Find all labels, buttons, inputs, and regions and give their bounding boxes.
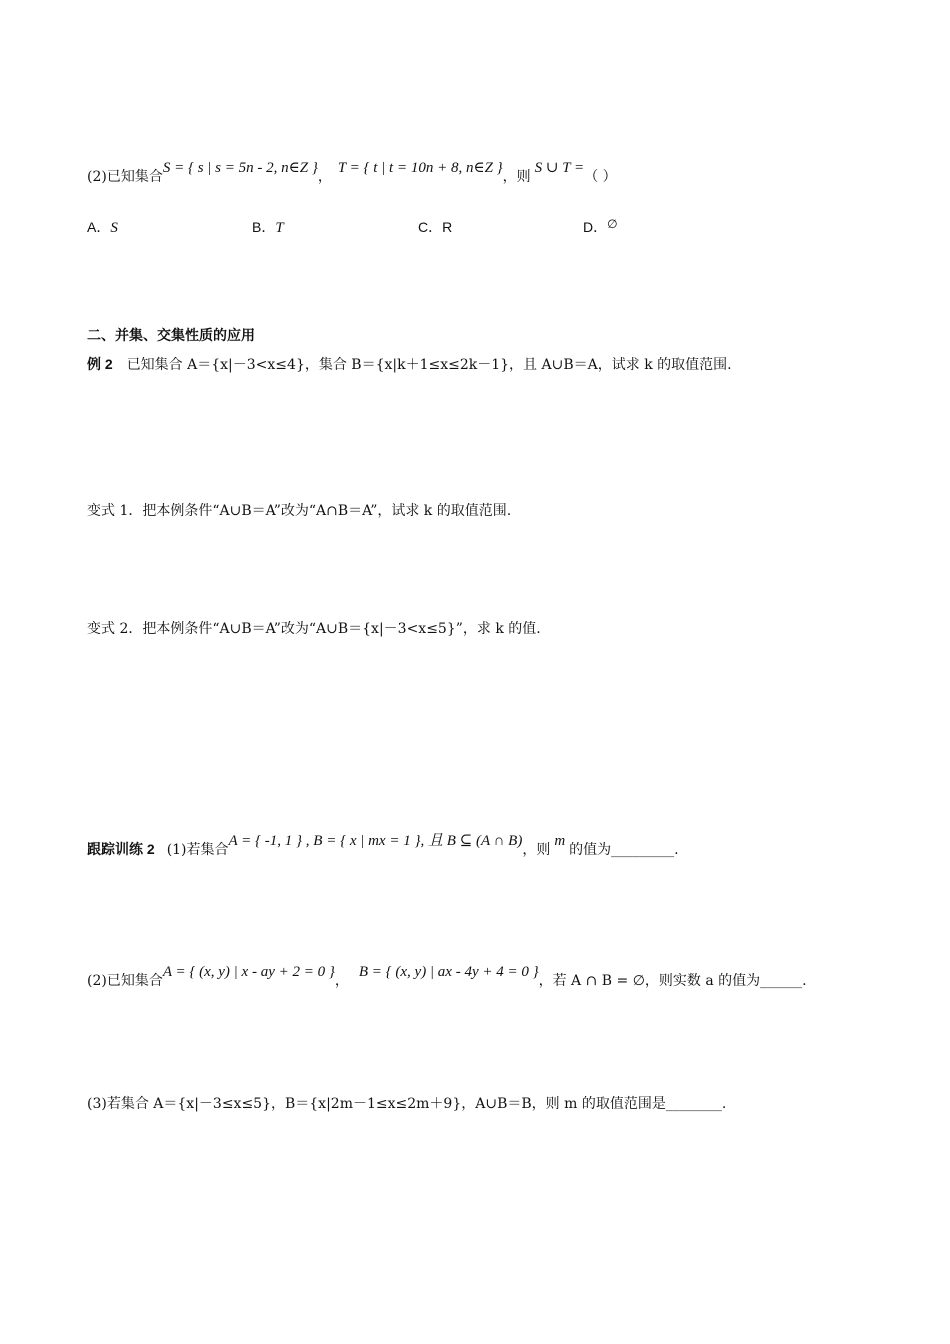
variant-2: 变式 2．把本例条件“A∪B＝A”改为“A∪B＝{x|－3<x≤5}”，求 k 的值. xyxy=(87,621,541,637)
option-c-value: R xyxy=(442,219,453,235)
option-a-value: S xyxy=(110,220,118,236)
track-2-part-3: (3)若集合 A＝{x|－3≤x≤5}，B＝{x|2m－1≤x≤2m＋9}，A∪B＝B，则 m 的取值范围是________. xyxy=(87,1096,727,1112)
separator: ，则 xyxy=(502,169,531,185)
separator: ，则 xyxy=(522,842,551,858)
set-s-formula: S = { s | s = 5n - 2, n∈Z } xyxy=(162,160,318,176)
track-2-2-condition: ，若 A ∩ B = ∅，则实数 a 的值为______. xyxy=(538,973,807,989)
option-d-label: D． xyxy=(583,219,608,235)
track-2-prefix: (1)若集合 xyxy=(166,842,229,858)
separator: ， xyxy=(317,169,332,185)
track-2-suffix: 的值为_________. xyxy=(569,842,679,858)
option-a-label: A． xyxy=(87,219,111,235)
option-b[interactable] xyxy=(252,217,284,237)
set-t-formula: T = { t | t = 10n + 8, n∈Z } xyxy=(337,160,503,176)
variant-1: 变式 1．把本例条件“A∪B＝A”改为“A∩B＝A”，试求 k 的取值范围. xyxy=(87,503,512,519)
example-2-text: 已知集合 A＝{x|－3<x≤4}，集合 B＝{x|k＋1≤x≤2k－1}，且 A∪B＝A，试求 k 的取值范围. xyxy=(126,357,732,373)
separator: ， xyxy=(334,973,349,989)
set-a-formula: A = { (x, y) | x - ay + 2 = 0 } xyxy=(162,964,335,980)
track-2-2-prefix: (2)已知集合 xyxy=(87,973,163,989)
question-2-line xyxy=(87,160,617,186)
set-b-formula: B = { (x, y) | ax - 4y + 4 = 0 } xyxy=(358,964,539,980)
track-2-part-1 xyxy=(87,833,679,859)
question-2-prefix: (2)已知集合 xyxy=(87,169,163,185)
option-b-value: T xyxy=(275,220,284,236)
option-c[interactable] xyxy=(418,217,452,237)
option-a[interactable] xyxy=(87,217,118,237)
option-d[interactable] xyxy=(583,217,618,237)
option-d-value: ∅ xyxy=(607,217,618,231)
track-2-label: 跟踪训练 2 xyxy=(87,841,155,857)
union-formula: S ∪ T = xyxy=(534,160,585,176)
option-b-label: B． xyxy=(252,219,276,235)
variable-m: m xyxy=(554,833,566,849)
track-2-part-2 xyxy=(87,964,807,990)
option-c-label: C． xyxy=(418,219,443,235)
example-2 xyxy=(87,354,732,374)
section-heading: 二、并集、交集性质的应用 xyxy=(87,327,255,343)
example-2-label: 例 2 xyxy=(87,356,113,372)
track-2-sets-formula: A = { -1, 1 } , B = { x | mx = 1 }, 且 B ⊆ (A ∩ B) xyxy=(228,833,523,849)
answer-parentheses: （ ） xyxy=(584,169,617,185)
